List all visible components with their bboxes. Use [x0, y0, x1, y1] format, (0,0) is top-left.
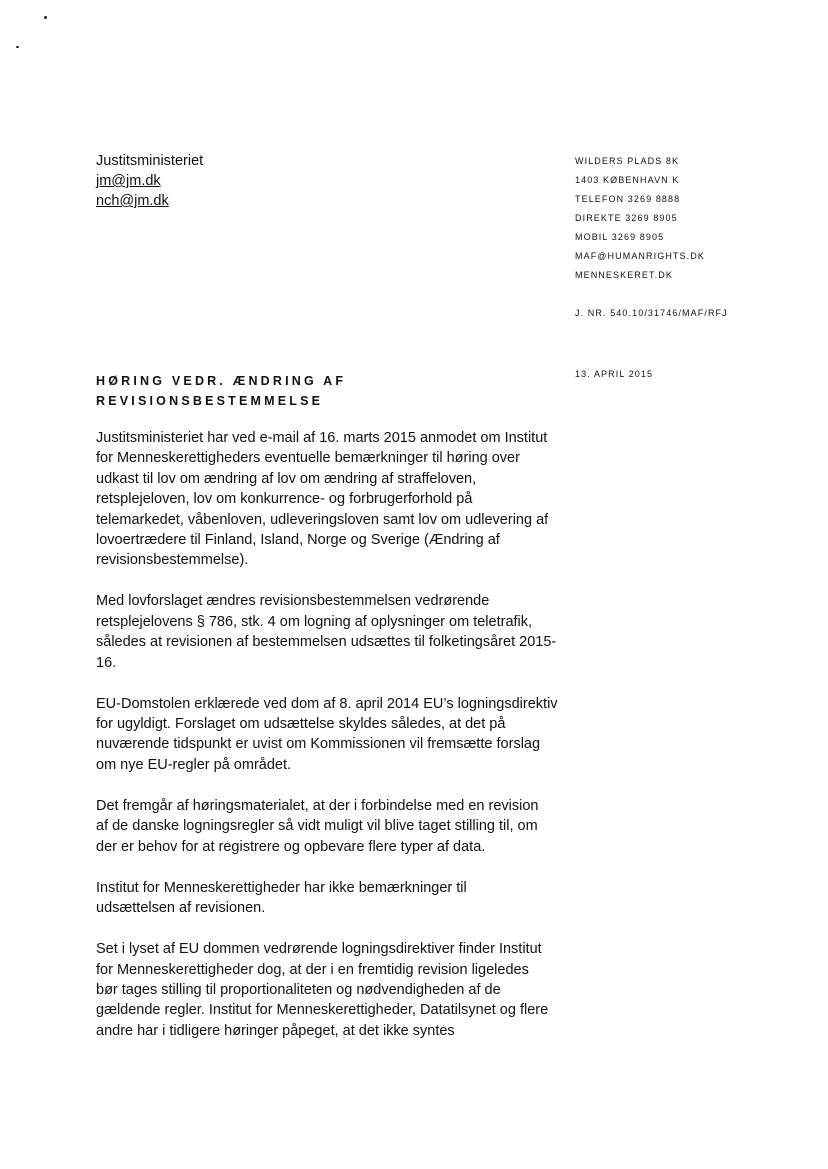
paragraph-line: revisionsbestemmelse). [96, 552, 249, 569]
subject-line: REVISIONSBESTEMMELSE [96, 394, 324, 408]
paragraph-line: gældende regler. Institut for Menneskerettigheder, Datatilsynet og flere [96, 1002, 549, 1019]
paragraph-line: Med lovforslaget ændres revisionsbestemmelsen vedrørende [96, 593, 490, 610]
sender-email: MAF@HUMANRIGHTS.DK [575, 251, 705, 261]
subject-line: HØRING VEDR. ÆNDRING AF [96, 374, 347, 388]
letter-subject [96, 371, 516, 411]
paragraph-line: nuværende tidspunkt er uvist om Kommissionen vil fremsætte forslag [96, 736, 541, 753]
sender-phone: TELEFON 3269 8888 [575, 194, 681, 204]
paragraph-line: retsplejelovens § 786, stk. 4 om logning af oplysninger om teletrafik, [96, 613, 533, 630]
sender-info-block [575, 152, 815, 323]
paragraph-line: om nye EU-regler på området. [96, 756, 292, 773]
paragraph-line: Det fremgår af høringsmaterialet, at der i forbindelse med en revision [96, 797, 539, 814]
paragraph-line: for Menneskerettigheder dog, at der i en fremtidig revision ligeledes [96, 961, 529, 978]
paragraph-line: for ugyldigt. Forslaget om udsættelse skyldes således, at det på [96, 716, 506, 733]
paragraph-line: der er behov for at registrere og opbevare flere typer af data. [96, 838, 486, 855]
paragraph-line: bør tages stilling til proportionaliteten og nødvendigheden af de [96, 981, 501, 998]
recipient-block [96, 151, 396, 211]
paragraph-line: udkast til lov om ændring af lov om ændring af straffeloven, [96, 470, 477, 487]
paragraph-line: Justitsministeriet har ved e-mail af 16. marts 2015 anmodet om Institut [96, 430, 548, 446]
body-paragraph [96, 694, 576, 776]
paragraph-line: telemarkedet, våbenloven, udleveringsloven samt lov om udlevering af [96, 511, 549, 528]
journal-number: J. NR. 540.10/31746/MAF/RFJ [575, 308, 728, 318]
paragraph-line: 16. [96, 654, 117, 671]
paragraph-line: således at revisionen af bestemmelsen udsættes til folketingsåret 2015- [96, 634, 557, 651]
body-paragraph [96, 796, 576, 857]
body-paragraph [96, 939, 576, 1041]
body-paragraph [96, 428, 576, 571]
paragraph-line: Set i lyset af EU dommen vedrørende logningsdirektiver finder Institut [96, 941, 542, 958]
paragraph-line: retsplejeloven, lov om konkurrence- og forbrugerforhold på [96, 491, 473, 508]
paragraph-line: udsættelsen af revisionen. [96, 900, 266, 917]
sender-website: MENNESKERET.DK [575, 270, 673, 280]
recipient-email-link[interactable]: jm@jm.dk [96, 173, 161, 189]
scan-speck [44, 16, 47, 19]
paragraph-line: af de danske logningsregler så vidt muligt vil blive taget stilling til, om [96, 818, 538, 835]
paragraph-line: EU-Domstolen erklærede ved dom af 8. april 2014 EU’s logningsdirektiv [96, 695, 558, 712]
body-paragraph [96, 591, 576, 673]
letter-date: 13. APRIL 2015 [575, 369, 654, 379]
sender-address-city: 1403 KØBENHAVN K [575, 175, 680, 185]
sender-address-street: WILDERS PLADS 8K [575, 156, 680, 166]
paragraph-line: for Menneskerettigheders eventuelle bemærkninger til høring over [96, 450, 520, 467]
letter-body [96, 428, 576, 1062]
sender-mobile: MOBIL 3269 8905 [575, 232, 665, 242]
paragraph-line: andre har i tidligere høringer påpeget, at det ikke syntes [96, 1022, 455, 1039]
sender-direct-phone: DIREKTE 3269 8905 [575, 213, 678, 223]
recipient-name: Justitsministeriet [96, 153, 204, 169]
paragraph-line: lovoertrædere til Finland, Island, Norge og Sverige (Ændring af [96, 532, 500, 549]
scan-speck [16, 46, 19, 48]
recipient-email-link-secondary[interactable]: nch@jm.dk [96, 193, 169, 209]
paragraph-line: Institut for Menneskerettigheder har ikke bemærkninger til [96, 879, 467, 896]
body-paragraph [96, 878, 576, 919]
